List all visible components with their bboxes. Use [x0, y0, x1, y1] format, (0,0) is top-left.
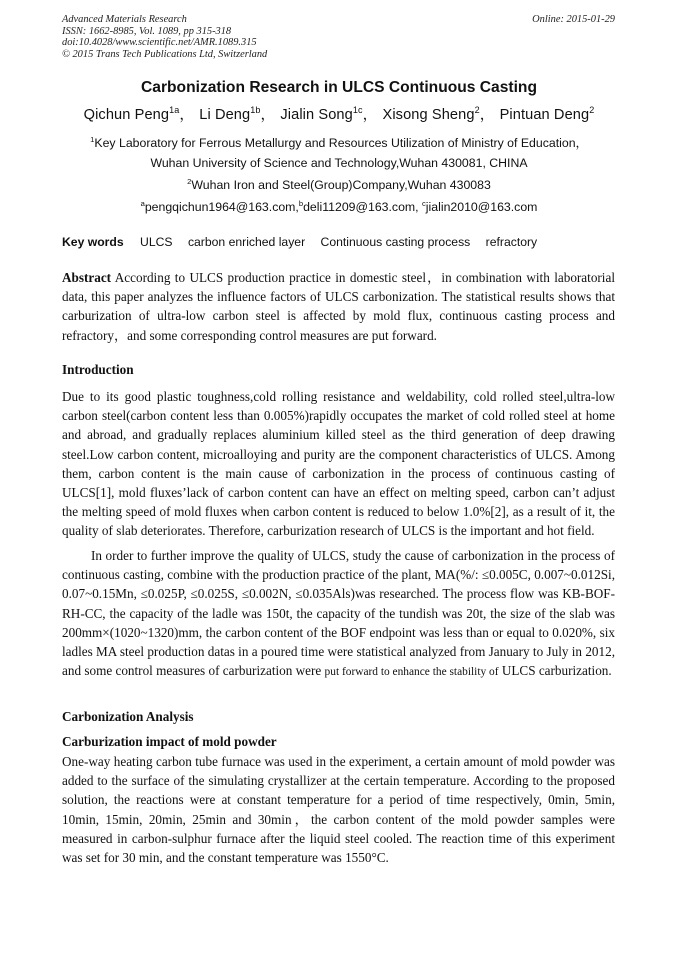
journal-header [62, 14, 615, 60]
online-date: Online: 2015-01-29 [532, 14, 615, 25]
keywords-label: Key words [62, 235, 124, 249]
email-link[interactable]: jialin2010@163.com [425, 200, 538, 215]
keywords [62, 235, 549, 249]
section-heading-carbonization-analysis: Carbonization Analysis [62, 709, 194, 724]
author-list [0, 103, 678, 124]
paper-title: Carbonization Research in ULCS Continuous Casting [141, 79, 537, 96]
author: Jialin Song$^{1c}$， [280, 105, 378, 123]
author: Pintuan Deng$^2$ [499, 105, 595, 123]
keyword: ULCS [140, 235, 173, 249]
keyword: carbon enriched layer [187, 235, 306, 249]
intro-paragraph-2: In order to further improve the quality of ULCS, study the cause of carbonization in the process of continuous casting, combine with the production practice of the plant, MA(%/: ≤0.005C, 0.007~0.012Si, 0.07~0.15Mn, ≤0.025P, ≤0.025S, ≤0.002N, ≤0.035Als)was researched. The process flow was KB-BOF-RH-CC, the capacity of the ladle was 150t, the capacity of the tundish was 20t, the size of the slab was 200mm×(1020~1320)mm, the carbon content of the BOF endpoint was less than or equal to 0.020%, six ladles MA steel production datas in a poured time were statistical analyzed from January to July in 2012, and some control measures of carburization were put forward to enhance the stability of ULCS carburization. [62, 548, 615, 679]
email-link[interactable]: deli11209@163.com, [303, 200, 422, 215]
abstract-label: Abstract [62, 270, 112, 285]
doi: doi:10.4028/www.scientific.net/AMR.1089.315 [62, 37, 257, 48]
author: Qichun Peng$^{1a}$， [83, 105, 195, 123]
author-emails: $^a$pengqichun1964@163.com,$^b$deli11209@163.com, $^c$jialin2010@163.com [140, 199, 538, 215]
affiliation-2: $^2$Wuhan Iron and Steel(Group)Company,Wuhan 430083 [187, 177, 491, 193]
issn: ISSN: 1662-8985, Vol. 1089, pp 315-318 [62, 25, 232, 37]
section-heading-introduction: Introduction [62, 362, 134, 377]
author: Li Deng$^{1b}$， [199, 105, 276, 123]
affiliation-1: $^1$Key Laboratory for Ferrous Metallurgy and Resources Utilization of Ministry of Education， [90, 134, 588, 150]
subsection-heading-mold-powder: Carburization impact of mold powder [62, 734, 277, 749]
affiliation-1-address: Wuhan University of Science and Technology,Wuhan 430081, CHINA [150, 156, 528, 170]
email-link[interactable]: pengqichun1964@163.com, [144, 200, 299, 215]
author: Xisong Sheng$^2$， [382, 105, 495, 123]
keyword: refractory [485, 235, 538, 249]
journal-name: Advanced Materials Research [62, 14, 187, 25]
abstract [62, 268, 615, 345]
intro-paragraph-1: Due to its good plastic toughness,cold rolling resistance and weldability, cold rolled steel,ultra-low carbon steel(carbon content less than 0.005%)rapidly occupates the market of cold rolled steel at home and abroad, and gradually replaces aluminium killed steel as the third generation of deep drawing steel.Low carbon content, microalloying and purity are the component characteristics of ULCS. Among them, carbon content is the main cause of carbonization in the process of continuous casting of ULCS[1], mold fluxes’lack of carbon content can have an effect on melting speed, carbon can’t adjust the melting speed of mold fluxes when carbon content is reduced to below 1.0%[2], as a result of it, the quality of slab deteriorates. Therefore, carburization research of ULCS is the important and hot field. [62, 389, 615, 539]
copyright: © 2015 Trans Tech Publications Ltd, Switzerland [62, 48, 268, 60]
keyword: Continuous casting process [320, 235, 471, 249]
abstract-text: According to ULCS production practice in domestic steel，in combination with laboratorial data, this paper analyzes the influence factors of ULCS carbonization. The statistical results shows that carburization of ultra-low carbon steel is affected by mold flux, continuous casting process and refractory，and some corresponding control measures are put forward. [62, 270, 615, 343]
mold-powder-paragraph: One-way heating carbon tube furnace was used in the experiment, a certain amount of mold powder was added to the surface of the simulating crystallizer at the certain temperature. According to the proposed solution, the reactions were at constant temperature for a period of time respectively, 0min, 5min, 10min, 15min, 20min, 25min and 30min，the carbon content of the mold powder samples were measured in carbon-sulphur furnace after the liquid steel cooled. The reaction time of this experiment was set for 30 min, and the constant temperature was 1550°C. [62, 754, 615, 866]
